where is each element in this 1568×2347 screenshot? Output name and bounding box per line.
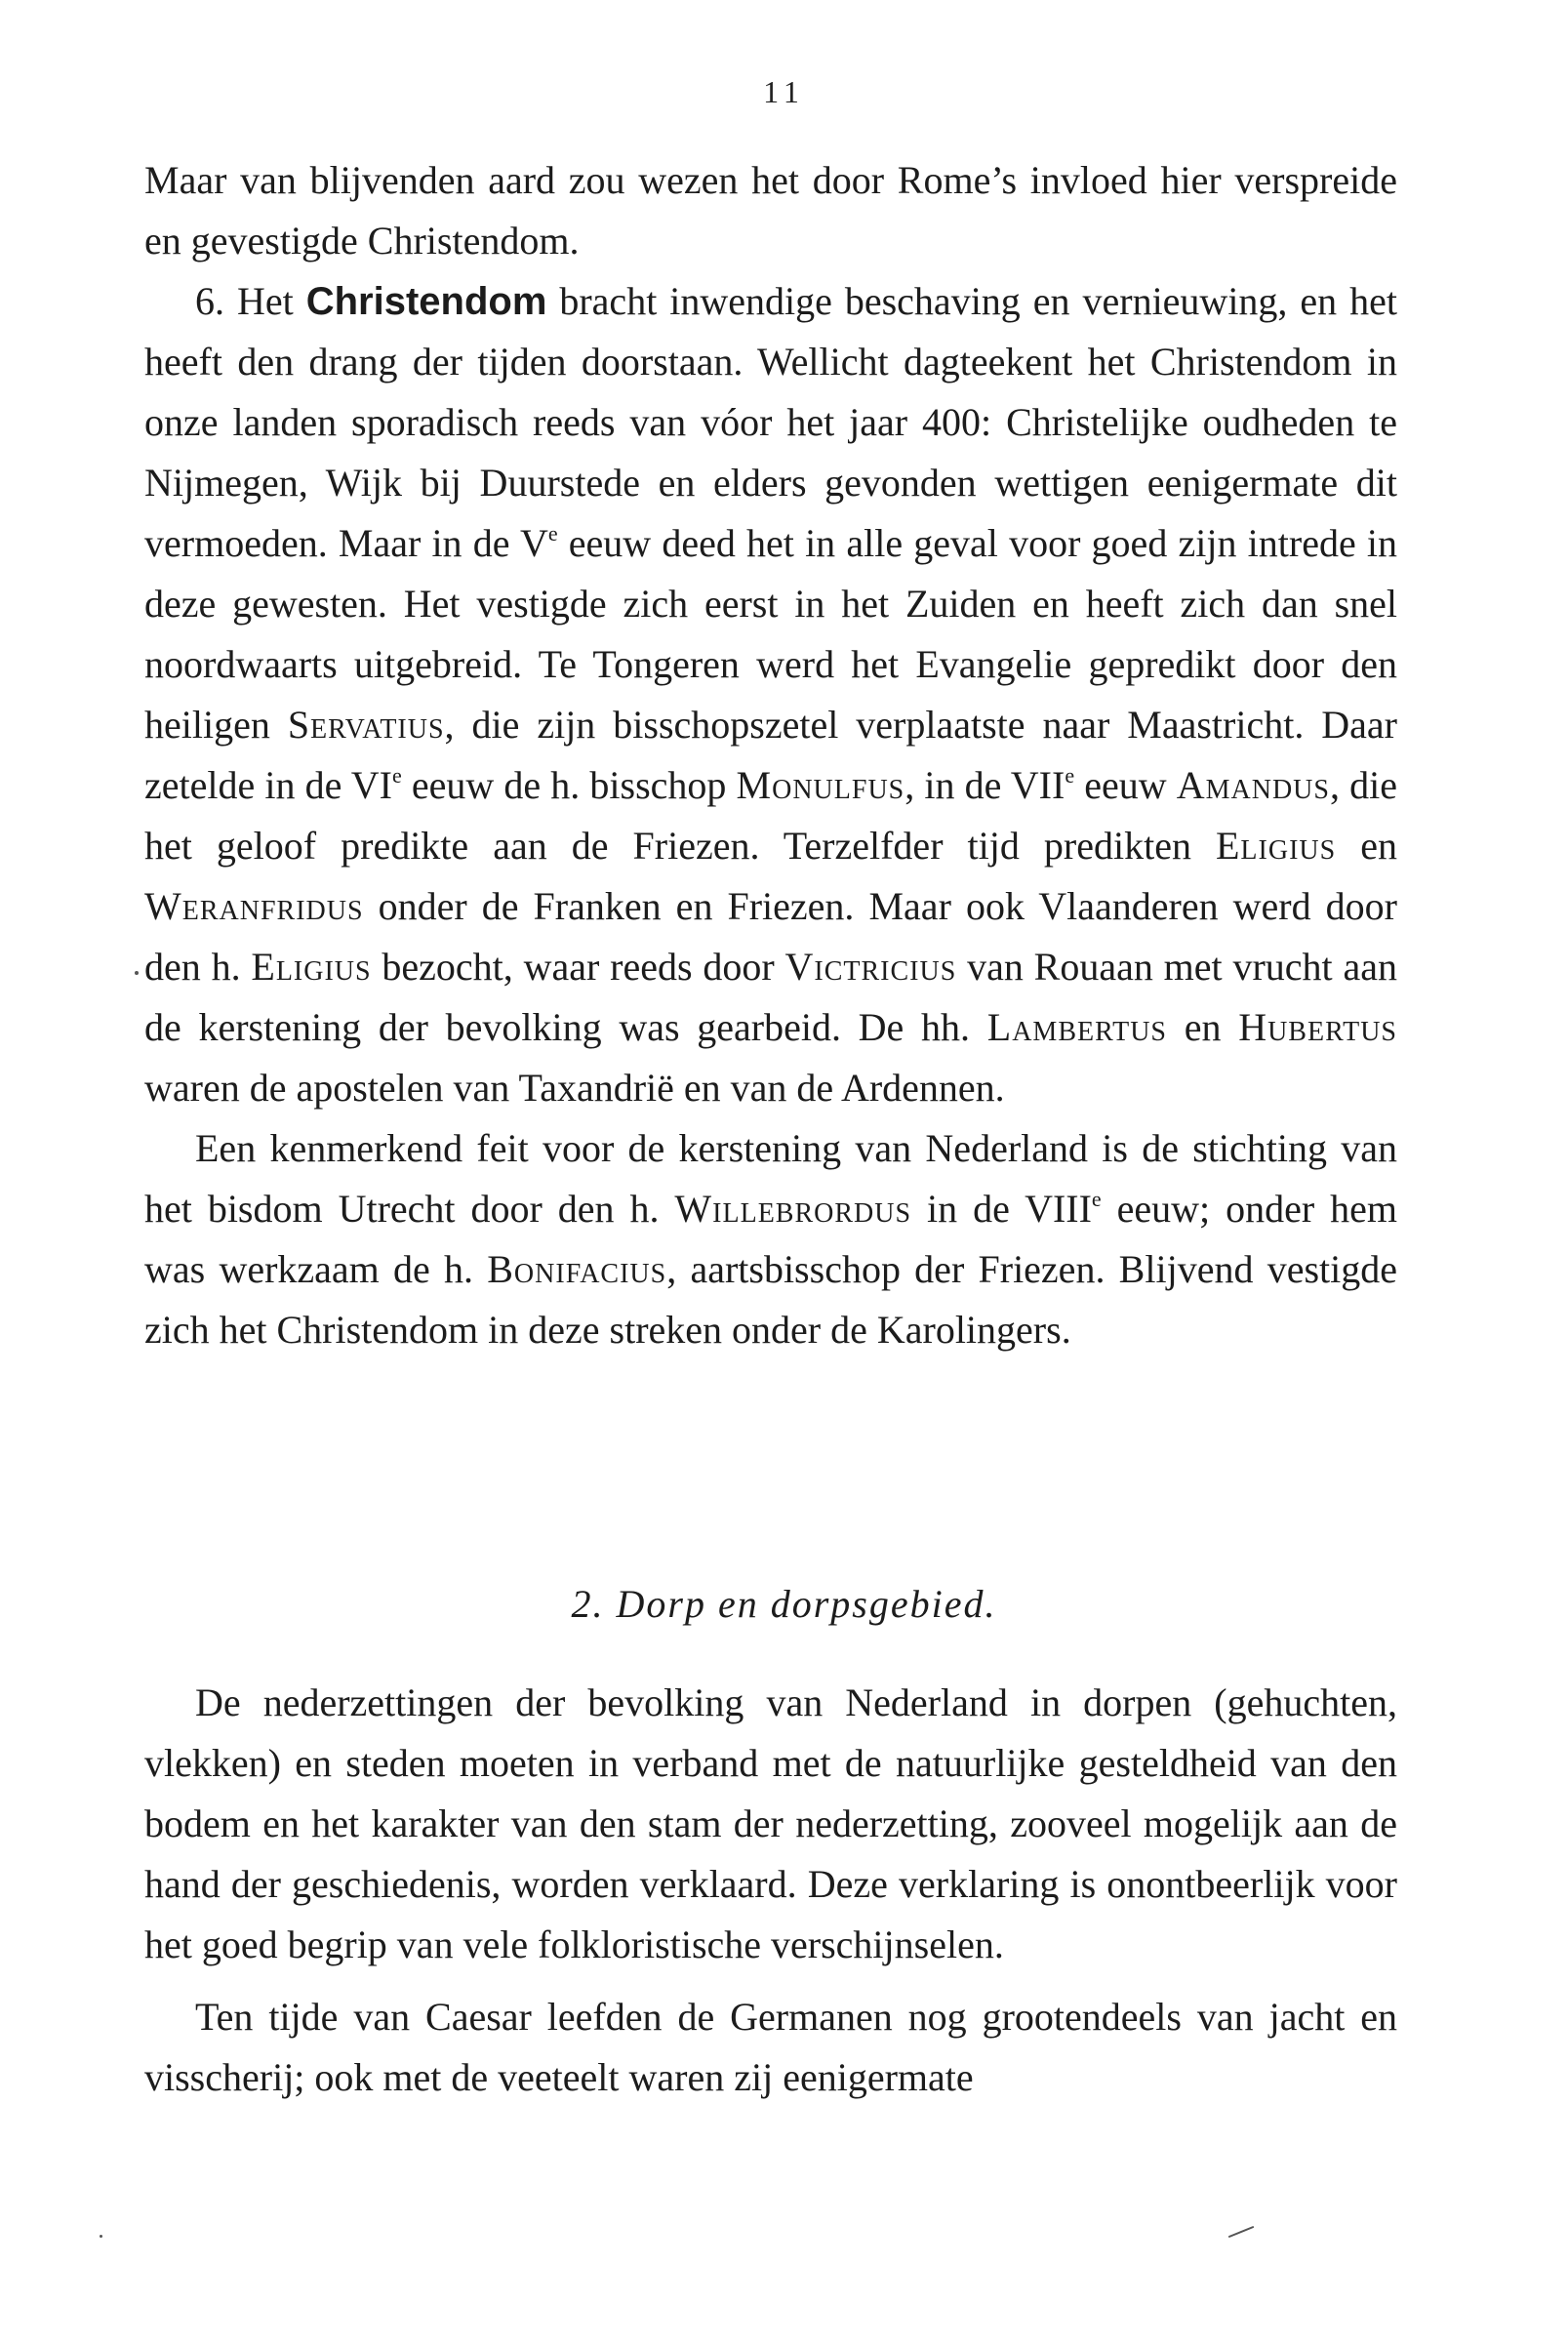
- text-run: van Rouaan met vrucht aan de kerstening der bevolking was gearbeid. De hh.: [144, 945, 1397, 1049]
- bold-term-christendom: Christendom: [305, 280, 547, 323]
- section-dorp: [144, 1673, 1397, 2108]
- ink-speck: [100, 2235, 102, 2238]
- name-victricius: Victricius: [784, 945, 957, 989]
- paragraph-caesar: Ten tijde van Caesar leefden de Germanen nog grootendeels van jacht en visscherij; ook met de veeteelt waren zij eenigermate: [144, 1995, 1397, 2099]
- name-bonifacius: Bonifacius: [487, 1247, 667, 1291]
- name-eligius: Eligius: [251, 945, 372, 989]
- text-run: waren de apostelen van Taxandrië en van de Ardennen.: [144, 1066, 1005, 1110]
- name-weranfridus: Weranfridus: [144, 884, 364, 928]
- text-run: eeuw; onder hem was werkzaam de h.: [144, 1187, 1397, 1291]
- name-eligius: Eligius: [1216, 824, 1337, 868]
- text-run: onder de Franken en Friezen. Maar ook Vlaanderen werd door den h.: [144, 884, 1397, 989]
- text-run: bezocht, waar reeds door: [371, 945, 785, 989]
- text-run: en: [1167, 1005, 1239, 1049]
- page-number: 11: [763, 74, 805, 109]
- name-amandus: Amandus: [1176, 763, 1330, 807]
- text-run: eeuw: [1074, 763, 1177, 807]
- name-lambertus: Lambertus: [986, 1005, 1167, 1049]
- paragraph-intro: Maar van blijvenden aard zou wezen het door Rome’s invloed hier verspreide en gevestigde Christendom.: [144, 158, 1397, 263]
- text-run: Een kenmerkend feit voor de kerstening van Nederland is de stichting van het bisdom Utrecht door den h.: [144, 1126, 1397, 1231]
- superscript-e: e: [391, 762, 402, 788]
- text-run: eeuw de h. bisschop: [401, 763, 737, 807]
- text-run: eeuw deed het in alle geval voor goed zijn intrede in deze gewesten. Het vestigde zich eerst in het Zuiden en heeft zich dan snel noordwaarts uitgebreid. Te Tongeren werd het Evangelie gepredikt door den heiligen: [144, 521, 1397, 747]
- text-run: in de VIII: [911, 1187, 1092, 1231]
- superscript-e: e: [1091, 1186, 1102, 1211]
- text-run: bracht inwendige beschaving en vernieuwing, en het heeft den drang der tijden doorstaan. Wellicht dagteekent het Christendom in onze landen sporadisch reeds van vóor het jaar 400: Christelijke oudheden te Nijmegen, Wijk bij Duurstede en elders gevonden wettigen eenigermate dit vermoeden. Maar in de V: [144, 279, 1397, 565]
- name-servatius: Servatius: [287, 703, 445, 747]
- section-christendom: [144, 150, 1397, 1360]
- superscript-e: e: [547, 520, 558, 546]
- text-run: , aartsbisschop der Friezen. Blijvend vestigde zich het Christendom in deze streken onder de Karolingers.: [144, 1247, 1397, 1352]
- text-run: , die zijn bisschopszetel verplaatste naar Maastricht. Daar zetelde in de VI: [144, 703, 1397, 807]
- text-run: , in de VII: [905, 763, 1065, 807]
- superscript-e: e: [1065, 762, 1075, 788]
- ink-speck: [135, 971, 139, 975]
- text-run: , die het geloof predikte aan de Friezen. Terzelfder tijd predikten: [144, 763, 1397, 868]
- name-hubertus: Hubertus: [1238, 1005, 1397, 1049]
- text-run: en: [1336, 824, 1397, 868]
- name-monulfus: Monulfus: [736, 763, 905, 807]
- ink-speck: [1228, 2226, 1255, 2238]
- section-heading: 2. Dorp en dorpsgebied.: [571, 1582, 997, 1626]
- paragraph-nederzettingen: De nederzettingen der bevolking van Nederland in dorpen (gehuchten, vlekken) en steden moeten in verband met de natuurlijke gesteldheid van den bodem en het karakter van den stam der nederzetting, zooveel mogelijk aan de hand der geschiedenis, worden verklaard. Deze verklaring is onontbeerlijk voor het goed begrip van vele folkloristische verschijnselen.: [144, 1680, 1397, 1966]
- paragraph-kenmerk: [144, 1118, 1397, 1360]
- paragraph-number: 6.: [195, 279, 224, 323]
- paragraph-6: [144, 271, 1397, 1118]
- name-willebrordus: Willebrordus: [674, 1187, 912, 1231]
- word-het: Het: [236, 279, 294, 323]
